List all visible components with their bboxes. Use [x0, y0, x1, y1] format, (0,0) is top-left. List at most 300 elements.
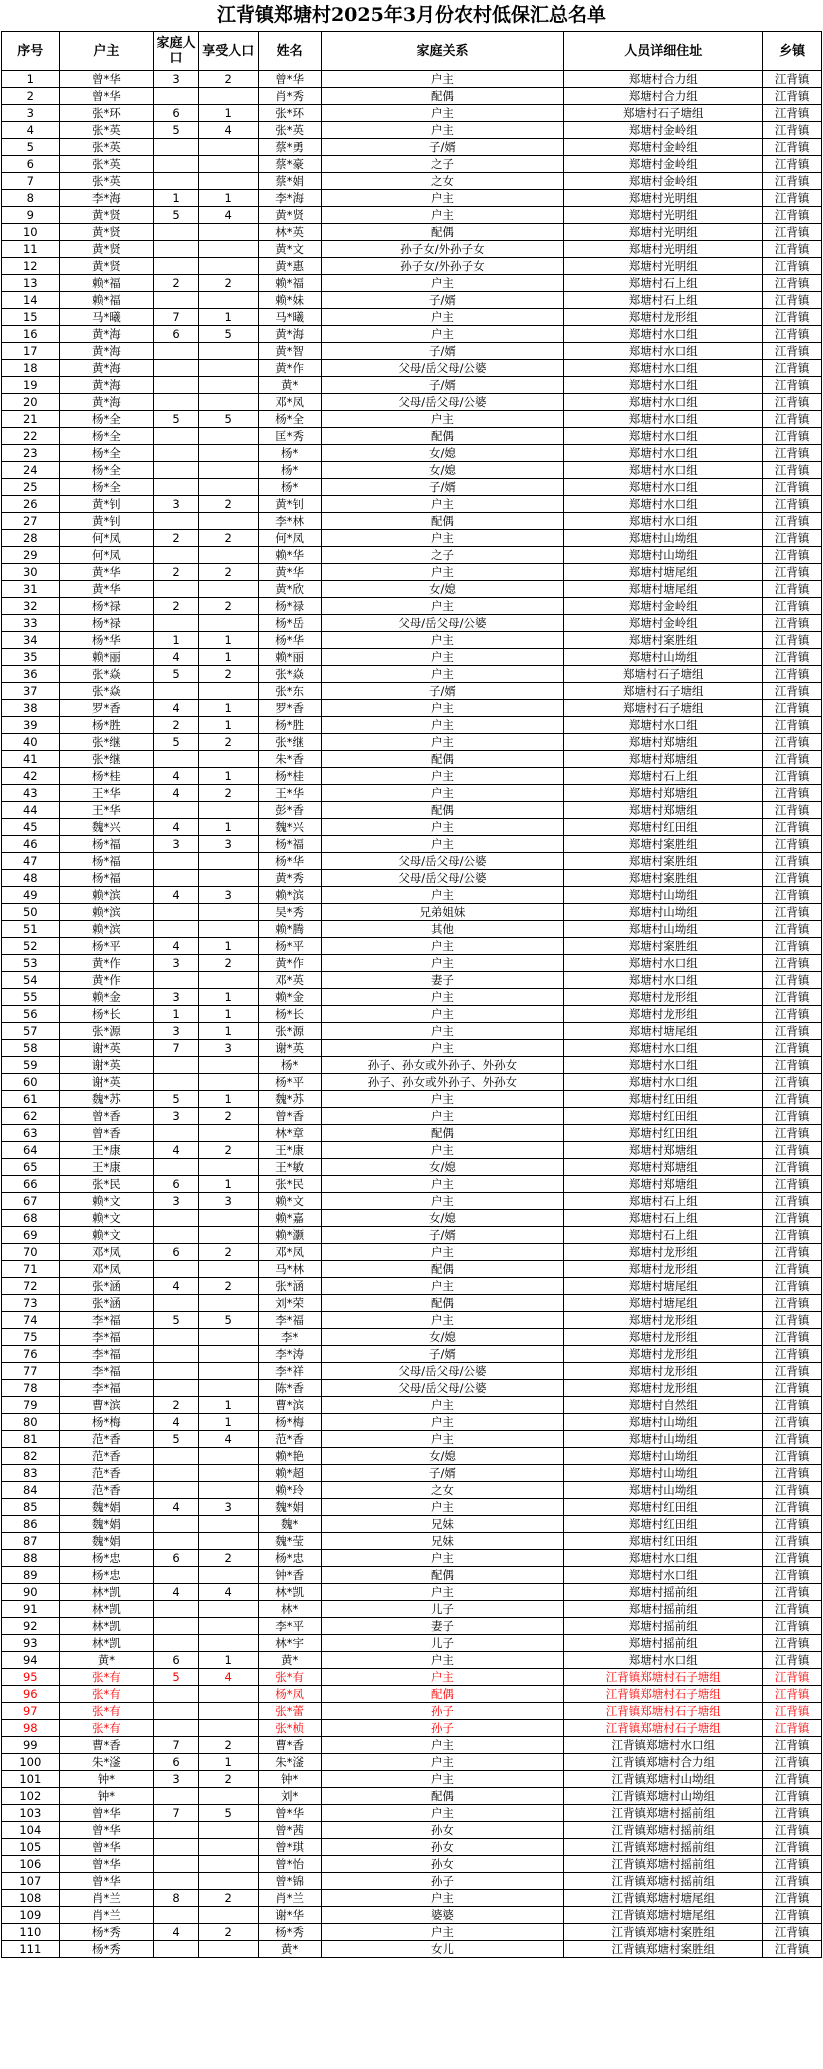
- cell-householder: 赖*文: [59, 1193, 154, 1210]
- cell-seq: 25: [2, 479, 60, 496]
- cell-benefit-size: [198, 258, 258, 275]
- cell-benefit-size: 1: [198, 1006, 258, 1023]
- cell-householder: 赖*福: [59, 292, 154, 309]
- cell-benefit-size: 3: [198, 1499, 258, 1516]
- cell-address: 郑塘村郑塘组: [564, 734, 763, 751]
- cell-name: 赖*金: [258, 989, 321, 1006]
- cell-seq: 19: [2, 377, 60, 394]
- cell-family-size: 3: [154, 496, 199, 513]
- table-row: [2, 632, 822, 649]
- cell-family-size: [154, 1703, 199, 1720]
- cell-seq: 41: [2, 751, 60, 768]
- cell-address: 郑塘村石子塘组: [564, 700, 763, 717]
- cell-relation: 儿子: [321, 1601, 564, 1618]
- cell-benefit-size: [198, 428, 258, 445]
- cell-family-size: [154, 1788, 199, 1805]
- cell-benefit-size: [198, 1074, 258, 1091]
- cell-benefit-size: [198, 1329, 258, 1346]
- cell-benefit-size: [198, 1482, 258, 1499]
- cell-township: 江背镇: [763, 173, 822, 190]
- cell-benefit-size: [198, 1873, 258, 1890]
- cell-township: 江背镇: [763, 190, 822, 207]
- cell-seq: 81: [2, 1431, 60, 1448]
- cell-seq: 15: [2, 309, 60, 326]
- cell-seq: 22: [2, 428, 60, 445]
- cell-seq: 108: [2, 1890, 60, 1907]
- cell-householder: 曾*香: [59, 1108, 154, 1125]
- cell-householder: 魏*娟: [59, 1499, 154, 1516]
- cell-benefit-size: [198, 1448, 258, 1465]
- cell-benefit-size: 2: [198, 1108, 258, 1125]
- cell-address: 郑塘村案胜组: [564, 853, 763, 870]
- cell-address: 郑塘村水口组: [564, 1057, 763, 1074]
- cell-seq: 42: [2, 768, 60, 785]
- cell-address: 郑塘村山坳组: [564, 921, 763, 938]
- cell-benefit-size: 2: [198, 1737, 258, 1754]
- header-householder: 户主: [59, 32, 154, 71]
- cell-benefit-size: [198, 241, 258, 258]
- cell-address: 郑塘村郑塘组: [564, 751, 763, 768]
- cell-township: 江背镇: [763, 1244, 822, 1261]
- cell-seq: 4: [2, 122, 60, 139]
- cell-name: 王*康: [258, 1142, 321, 1159]
- cell-township: 江背镇: [763, 309, 822, 326]
- cell-householder: 罗*香: [59, 700, 154, 717]
- cell-householder: 黄*海: [59, 377, 154, 394]
- cell-seq: 11: [2, 241, 60, 258]
- table-row: [2, 530, 822, 547]
- cell-family-size: 4: [154, 938, 199, 955]
- cell-family-size: 4: [154, 887, 199, 904]
- cell-township: 江背镇: [763, 1227, 822, 1244]
- cell-name: 曾*香: [258, 1108, 321, 1125]
- table-row: [2, 1380, 822, 1397]
- cell-relation: 户主: [321, 1176, 564, 1193]
- cell-benefit-size: 1: [198, 768, 258, 785]
- cell-name: 曹*滨: [258, 1397, 321, 1414]
- cell-seq: 43: [2, 785, 60, 802]
- cell-benefit-size: [198, 1533, 258, 1550]
- table-row: [2, 1244, 822, 1261]
- cell-benefit-size: [198, 1635, 258, 1652]
- cell-family-size: 6: [154, 1550, 199, 1567]
- cell-relation: 户主: [321, 598, 564, 615]
- cell-address: 江背镇郑塘村摇前组: [564, 1805, 763, 1822]
- cell-benefit-size: [198, 972, 258, 989]
- header-relation: 家庭关系: [321, 32, 564, 71]
- cell-seq: 10: [2, 224, 60, 241]
- cell-family-size: [154, 1567, 199, 1584]
- cell-township: 江背镇: [763, 1601, 822, 1618]
- cell-householder: 张*有: [59, 1703, 154, 1720]
- cell-address: 郑塘村山坳组: [564, 887, 763, 904]
- cell-relation: 户主: [321, 1006, 564, 1023]
- cell-name: 杨*华: [258, 632, 321, 649]
- cell-name: 杨*长: [258, 1006, 321, 1023]
- cell-address: 郑塘村案胜组: [564, 938, 763, 955]
- cell-benefit-size: 2: [198, 1550, 258, 1567]
- cell-benefit-size: 1: [198, 1176, 258, 1193]
- cell-seq: 20: [2, 394, 60, 411]
- cell-relation: 户主: [321, 1142, 564, 1159]
- cell-township: 江背镇: [763, 972, 822, 989]
- cell-benefit-size: [198, 1295, 258, 1312]
- cell-relation: 父母/岳父母/公婆: [321, 615, 564, 632]
- cell-benefit-size: [198, 581, 258, 598]
- cell-benefit-size: 1: [198, 700, 258, 717]
- cell-name: 杨*胜: [258, 717, 321, 734]
- cell-relation: 子/婿: [321, 1465, 564, 1482]
- cell-family-size: [154, 1516, 199, 1533]
- cell-benefit-size: [198, 479, 258, 496]
- cell-benefit-size: [198, 1057, 258, 1074]
- cell-householder: 黄*海: [59, 326, 154, 343]
- cell-relation: 户主: [321, 411, 564, 428]
- cell-householder: 曾*华: [59, 71, 154, 88]
- cell-relation: 户主: [321, 1771, 564, 1788]
- cell-name: 黄*: [258, 1941, 321, 1958]
- cell-relation: 父母/岳父母/公婆: [321, 1380, 564, 1397]
- cell-township: 江背镇: [763, 394, 822, 411]
- cell-township: 江背镇: [763, 1023, 822, 1040]
- cell-name: 杨*全: [258, 411, 321, 428]
- cell-seq: 86: [2, 1516, 60, 1533]
- cell-benefit-size: [198, 1618, 258, 1635]
- cell-address: 郑塘村水口组: [564, 1074, 763, 1091]
- cell-relation: 户主: [321, 1550, 564, 1567]
- cell-householder: 魏*娟: [59, 1533, 154, 1550]
- cell-township: 江背镇: [763, 632, 822, 649]
- cell-seq: 38: [2, 700, 60, 717]
- cell-township: 江背镇: [763, 717, 822, 734]
- cell-relation: 户主: [321, 1193, 564, 1210]
- cell-seq: 21: [2, 411, 60, 428]
- table-row: [2, 1839, 822, 1856]
- cell-township: 江背镇: [763, 275, 822, 292]
- cell-family-size: [154, 1822, 199, 1839]
- cell-relation: 父母/岳父母/公婆: [321, 360, 564, 377]
- cell-address: 郑塘村水口组: [564, 1567, 763, 1584]
- cell-seq: 67: [2, 1193, 60, 1210]
- cell-address: 郑塘村合力组: [564, 88, 763, 105]
- cell-address: 郑塘村塘尾组: [564, 1295, 763, 1312]
- cell-family-size: 6: [154, 1652, 199, 1669]
- cell-seq: 97: [2, 1703, 60, 1720]
- cell-name: 杨*华: [258, 853, 321, 870]
- cell-seq: 102: [2, 1788, 60, 1805]
- cell-address: 郑塘村摇前组: [564, 1584, 763, 1601]
- cell-benefit-size: 1: [198, 105, 258, 122]
- table-row: [2, 1431, 822, 1448]
- cell-address: 郑塘村龙形组: [564, 1363, 763, 1380]
- cell-address: 郑塘村水口组: [564, 1652, 763, 1669]
- cell-householder: 张*英: [59, 156, 154, 173]
- table-row: [2, 1754, 822, 1771]
- cell-name: 杨*桂: [258, 768, 321, 785]
- cell-address: 郑塘村红田组: [564, 819, 763, 836]
- cell-address: 郑塘村石上组: [564, 1210, 763, 1227]
- cell-address: 郑塘村水口组: [564, 479, 763, 496]
- table-row: [2, 734, 822, 751]
- table-row: [2, 1312, 822, 1329]
- cell-family-size: [154, 1907, 199, 1924]
- cell-name: 魏*苏: [258, 1091, 321, 1108]
- cell-householder: 赖*福: [59, 275, 154, 292]
- cell-name: 肖*兰: [258, 1890, 321, 1907]
- cell-township: 江背镇: [763, 649, 822, 666]
- cell-benefit-size: [198, 139, 258, 156]
- cell-address: 郑塘村龙形组: [564, 1261, 763, 1278]
- cell-householder: 谢*英: [59, 1040, 154, 1057]
- cell-family-size: 4: [154, 1142, 199, 1159]
- cell-family-size: 3: [154, 71, 199, 88]
- cell-family-size: 5: [154, 734, 199, 751]
- cell-family-size: [154, 343, 199, 360]
- cell-benefit-size: 2: [198, 1142, 258, 1159]
- cell-householder: 黄*华: [59, 581, 154, 598]
- cell-name: 曾*怡: [258, 1856, 321, 1873]
- cell-address: 郑塘村山坳组: [564, 904, 763, 921]
- cell-seq: 2: [2, 88, 60, 105]
- table-row: [2, 955, 822, 972]
- cell-seq: 52: [2, 938, 60, 955]
- cell-householder: 魏*娟: [59, 1516, 154, 1533]
- cell-seq: 48: [2, 870, 60, 887]
- cell-seq: 105: [2, 1839, 60, 1856]
- cell-family-size: 5: [154, 122, 199, 139]
- cell-family-size: [154, 751, 199, 768]
- cell-name: 马*林: [258, 1261, 321, 1278]
- cell-township: 江背镇: [763, 1737, 822, 1754]
- cell-name: 肖*秀: [258, 88, 321, 105]
- cell-name: 罗*香: [258, 700, 321, 717]
- table-row: [2, 326, 822, 343]
- cell-address: 郑塘村红田组: [564, 1533, 763, 1550]
- cell-seq: 34: [2, 632, 60, 649]
- cell-seq: 55: [2, 989, 60, 1006]
- cell-address: 郑塘村案胜组: [564, 632, 763, 649]
- cell-householder: 王*华: [59, 785, 154, 802]
- table-row: [2, 1873, 822, 1890]
- cell-township: 江背镇: [763, 1074, 822, 1091]
- table-row: [2, 224, 822, 241]
- cell-seq: 70: [2, 1244, 60, 1261]
- cell-township: 江背镇: [763, 1363, 822, 1380]
- cell-householder: 李*福: [59, 1346, 154, 1363]
- table-row: [2, 1924, 822, 1941]
- cell-householder: 杨*福: [59, 836, 154, 853]
- cell-relation: 户主: [321, 1737, 564, 1754]
- cell-seq: 35: [2, 649, 60, 666]
- table-row: [2, 1567, 822, 1584]
- cell-name: 钟*香: [258, 1567, 321, 1584]
- cell-relation: 户主: [321, 1805, 564, 1822]
- cell-householder: 杨*福: [59, 853, 154, 870]
- cell-seq: 1: [2, 71, 60, 88]
- cell-householder: 杨*忠: [59, 1567, 154, 1584]
- cell-benefit-size: [198, 1601, 258, 1618]
- cell-householder: 张*焱: [59, 683, 154, 700]
- cell-householder: 张*涵: [59, 1278, 154, 1295]
- cell-seq: 88: [2, 1550, 60, 1567]
- cell-name: 黄*欣: [258, 581, 321, 598]
- cell-township: 江背镇: [763, 989, 822, 1006]
- cell-name: 杨*秀: [258, 1924, 321, 1941]
- table-row: [2, 1516, 822, 1533]
- cell-relation: 配偶: [321, 428, 564, 445]
- cell-benefit-size: [198, 88, 258, 105]
- table-row: [2, 1040, 822, 1057]
- table-row: [2, 513, 822, 530]
- cell-name: 黄*华: [258, 564, 321, 581]
- cell-township: 江背镇: [763, 1278, 822, 1295]
- cell-householder: 黄*贤: [59, 207, 154, 224]
- cell-address: 江背镇郑塘村石子塘组: [564, 1703, 763, 1720]
- cell-name: 黄*文: [258, 241, 321, 258]
- cell-seq: 82: [2, 1448, 60, 1465]
- table-row: [2, 479, 822, 496]
- cell-address: 郑塘村水口组: [564, 360, 763, 377]
- cell-address: 郑塘村郑塘组: [564, 802, 763, 819]
- cell-householder: 范*香: [59, 1431, 154, 1448]
- cell-name: 林*凯: [258, 1584, 321, 1601]
- cell-relation: 户主: [321, 819, 564, 836]
- cell-relation: 兄妹: [321, 1516, 564, 1533]
- cell-address: 郑塘村摇前组: [564, 1601, 763, 1618]
- cell-township: 江背镇: [763, 292, 822, 309]
- cell-township: 江背镇: [763, 343, 822, 360]
- cell-seq: 58: [2, 1040, 60, 1057]
- cell-family-size: [154, 258, 199, 275]
- cell-relation: 户主: [321, 887, 564, 904]
- cell-householder: 林*凯: [59, 1584, 154, 1601]
- table-row: [2, 836, 822, 853]
- cell-benefit-size: 2: [198, 955, 258, 972]
- cell-address: 江背镇郑塘村案胜组: [564, 1924, 763, 1941]
- cell-benefit-size: 2: [198, 496, 258, 513]
- cell-relation: 之女: [321, 1482, 564, 1499]
- cell-name: 李*海: [258, 190, 321, 207]
- cell-family-size: 1: [154, 1006, 199, 1023]
- cell-township: 江背镇: [763, 887, 822, 904]
- cell-benefit-size: 2: [198, 71, 258, 88]
- cell-address: 江背镇郑塘村案胜组: [564, 1941, 763, 1958]
- cell-township: 江背镇: [763, 1414, 822, 1431]
- cell-relation: 兄弟姐妹: [321, 904, 564, 921]
- cell-family-size: [154, 377, 199, 394]
- cell-householder: 黄*: [59, 1652, 154, 1669]
- cell-name: 张*涵: [258, 1278, 321, 1295]
- cell-name: 王*华: [258, 785, 321, 802]
- cell-family-size: 7: [154, 1040, 199, 1057]
- cell-township: 江背镇: [763, 1329, 822, 1346]
- cell-relation: 户主: [321, 938, 564, 955]
- table-row: [2, 411, 822, 428]
- cell-householder: 赖*滨: [59, 887, 154, 904]
- cell-address: 郑塘村塘尾组: [564, 581, 763, 598]
- cell-township: 江背镇: [763, 1652, 822, 1669]
- cell-seq: 109: [2, 1907, 60, 1924]
- cell-seq: 6: [2, 156, 60, 173]
- table-row: [2, 666, 822, 683]
- cell-name: 杨*平: [258, 1074, 321, 1091]
- cell-seq: 46: [2, 836, 60, 853]
- table-row: [2, 1788, 822, 1805]
- cell-township: 江背镇: [763, 1193, 822, 1210]
- cell-benefit-size: [198, 1210, 258, 1227]
- table-row: [2, 1074, 822, 1091]
- cell-name: 赖*福: [258, 275, 321, 292]
- cell-benefit-size: [198, 1941, 258, 1958]
- cell-township: 江背镇: [763, 1516, 822, 1533]
- cell-township: 江背镇: [763, 683, 822, 700]
- cell-family-size: [154, 360, 199, 377]
- cell-benefit-size: [198, 683, 258, 700]
- cell-family-size: 3: [154, 1108, 199, 1125]
- cell-householder: 张*环: [59, 105, 154, 122]
- cell-relation: 户主: [321, 309, 564, 326]
- cell-name: 林*英: [258, 224, 321, 241]
- cell-name: 赖*玲: [258, 1482, 321, 1499]
- cell-family-size: 3: [154, 836, 199, 853]
- cell-householder: 杨*全: [59, 462, 154, 479]
- cell-householder: 黄*海: [59, 343, 154, 360]
- cell-relation: 户主: [321, 1669, 564, 1686]
- cell-family-size: [154, 1295, 199, 1312]
- table-row: [2, 1550, 822, 1567]
- cell-relation: 户主: [321, 1652, 564, 1669]
- cell-name: 赖*腾: [258, 921, 321, 938]
- cell-relation: 户主: [321, 632, 564, 649]
- table-row: [2, 1652, 822, 1669]
- table-row: [2, 1771, 822, 1788]
- cell-township: 江背镇: [763, 1805, 822, 1822]
- cell-name: 李*平: [258, 1618, 321, 1635]
- cell-name: 赖*灏: [258, 1227, 321, 1244]
- cell-benefit-size: [198, 1856, 258, 1873]
- cell-seq: 18: [2, 360, 60, 377]
- cell-township: 江背镇: [763, 615, 822, 632]
- table-row: [2, 496, 822, 513]
- cell-relation: 户主: [321, 1890, 564, 1907]
- cell-relation: 户主: [321, 1244, 564, 1261]
- cell-township: 江背镇: [763, 1431, 822, 1448]
- cell-township: 江背镇: [763, 1567, 822, 1584]
- cell-township: 江背镇: [763, 1618, 822, 1635]
- cell-family-size: 1: [154, 190, 199, 207]
- cell-seq: 49: [2, 887, 60, 904]
- cell-name: 杨*梅: [258, 1414, 321, 1431]
- table-row: [2, 190, 822, 207]
- cell-township: 江背镇: [763, 360, 822, 377]
- cell-family-size: [154, 802, 199, 819]
- cell-township: 江背镇: [763, 734, 822, 751]
- cell-seq: 106: [2, 1856, 60, 1873]
- cell-address: 江背镇郑塘村摇前组: [564, 1873, 763, 1890]
- cell-family-size: [154, 683, 199, 700]
- cell-benefit-size: [198, 445, 258, 462]
- cell-seq: 69: [2, 1227, 60, 1244]
- cell-family-size: [154, 428, 199, 445]
- cell-family-size: [154, 1210, 199, 1227]
- table-row: [2, 1941, 822, 1958]
- cell-family-size: 3: [154, 955, 199, 972]
- cell-benefit-size: 5: [198, 1312, 258, 1329]
- cell-benefit-size: [198, 1703, 258, 1720]
- cell-family-size: [154, 1482, 199, 1499]
- cell-householder: 杨*桂: [59, 768, 154, 785]
- cell-householder: 杨*全: [59, 411, 154, 428]
